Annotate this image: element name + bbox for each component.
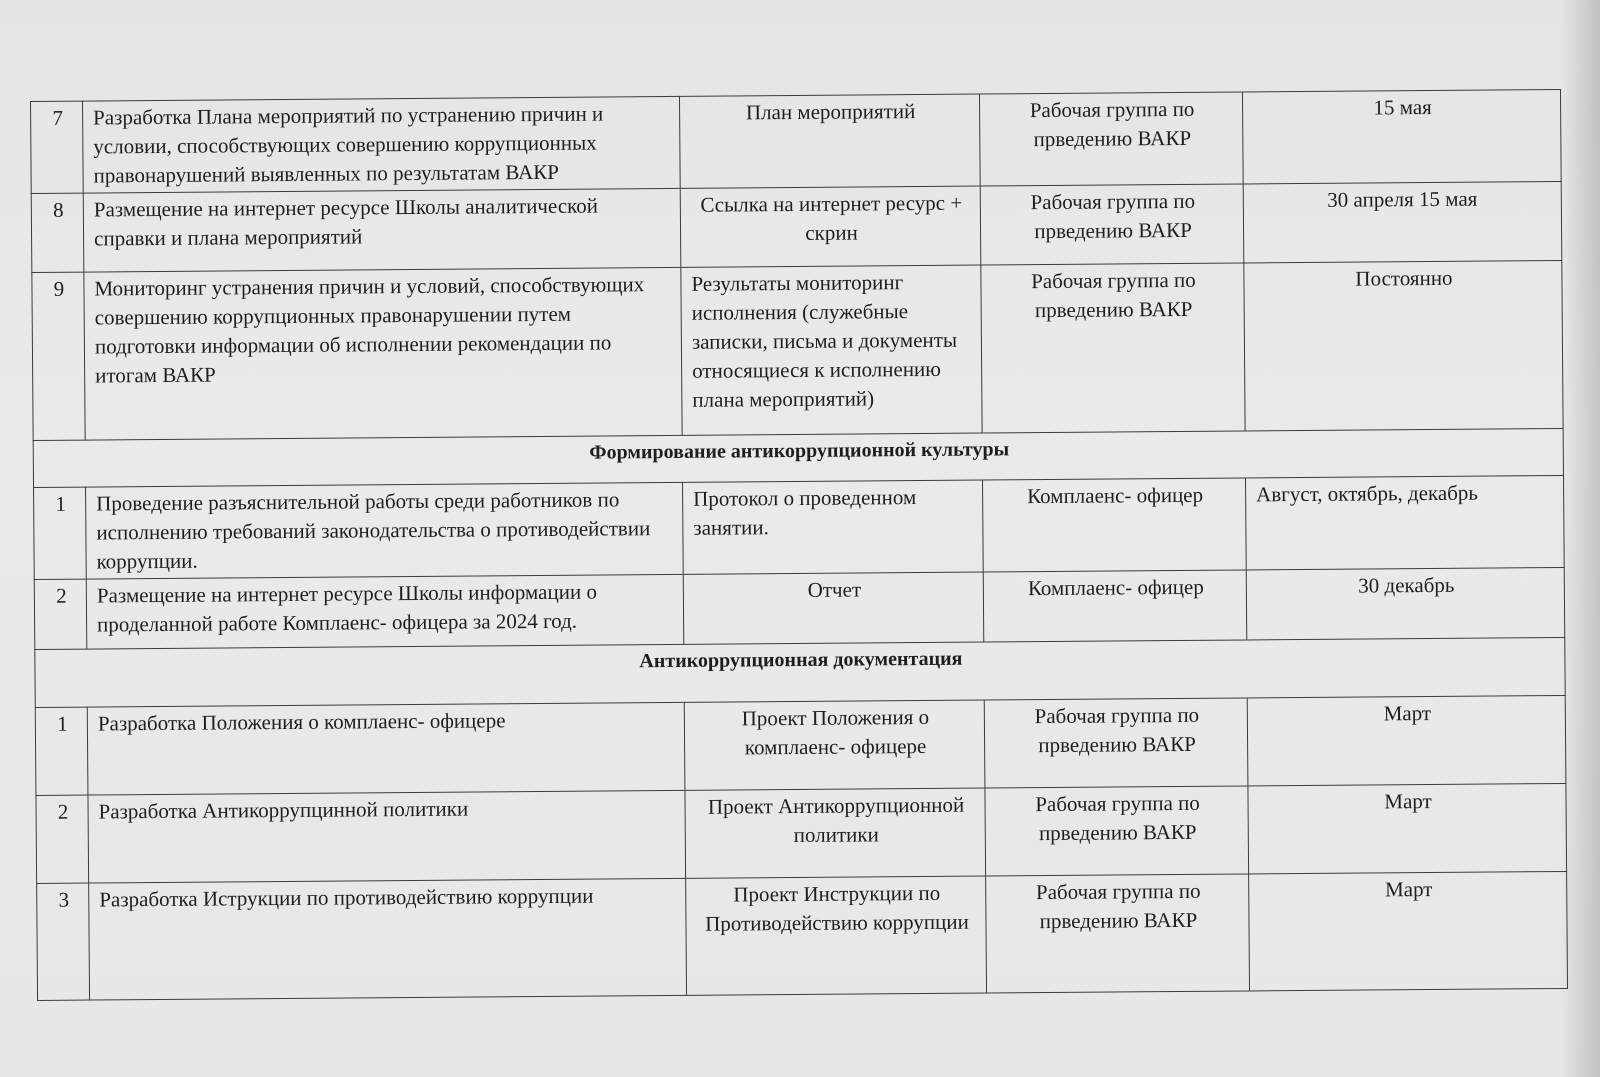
table-row: [36, 783, 1567, 883]
table-row: [34, 567, 1565, 649]
activity-cell: Разработка Положения о комплаенс- офицере: [87, 702, 685, 795]
action-plan-table: [30, 89, 1568, 1001]
result-cell: Проект Положения о комплаенс- офицере: [684, 700, 985, 790]
activity-cell: Проведение разъяснительной работы среди работников по исполнению требований законодательства о противодействии коррупции.: [86, 482, 684, 579]
row-number: 9: [32, 272, 85, 440]
responsible-cell: Комплаенс- офицер: [983, 478, 1247, 572]
activity-cell: Размещение на интернет ресурсе Школы аналитической справки и плана мероприятий: [83, 188, 681, 272]
result-cell: Проект Антикоррупционной политики: [685, 788, 986, 878]
responsible-cell: Рабочая группа по прведению ВАКР: [985, 786, 1249, 876]
deadline-cell: Постоянно: [1244, 260, 1563, 430]
row-number: 2: [36, 795, 89, 883]
section-heading: Формирование антикоррупционной культуры: [33, 428, 1563, 487]
table-row: [35, 695, 1566, 795]
row-number: 7: [31, 101, 84, 193]
activity-cell: Размещение на интернет ресурсе Школы информации о проделанной работе Комплаенс- офицера за 2024 год.: [86, 574, 684, 649]
activity-cell: Разработка Иструкции по противодействию коррупции: [89, 878, 687, 1000]
deadline-cell: Март: [1247, 695, 1566, 785]
row-number: 1: [34, 487, 87, 579]
table-row: [37, 871, 1568, 1000]
activity-cell: Разработка Плана мероприятий по устранению причин и условии, способствующих совершению коррупционных правонарушений выявленных по результатам ВАКР: [83, 96, 681, 193]
responsible-cell: Рабочая группа по прведению ВАКР: [986, 874, 1250, 993]
row-number: 2: [34, 579, 87, 649]
table-row: [34, 475, 1565, 579]
deadline-cell: 30 декабрь: [1246, 567, 1565, 639]
table-row: [31, 181, 1562, 272]
row-number: 8: [31, 193, 84, 272]
deadline-cell: Март: [1249, 871, 1568, 990]
deadline-cell: Март: [1248, 783, 1567, 873]
result-cell: Отчет: [683, 572, 984, 644]
table-row: [31, 89, 1562, 193]
responsible-cell: Комплаенс- офицер: [983, 570, 1247, 642]
responsible-cell: Рабочая группа по прведению ВАКР: [979, 92, 1243, 186]
responsible-cell: Рабочая группа по прведению ВАКР: [984, 698, 1248, 788]
result-cell: Результаты мониторинг исполнения (служебные записки, письма и документы относящиеся к исполнению плана мероприятий): [681, 265, 982, 435]
result-cell: Ссылка на интернет ресурс + скрин: [680, 186, 981, 267]
result-cell: План мероприятий: [679, 94, 980, 188]
responsible-cell: Рабочая группа по прведению ВАКР: [980, 184, 1244, 265]
activity-cell: Мониторинг устранения причин и условий, способствующих совершению коррупционных правонарушении путем подготовки информации об исполнении рекомендации по итогам ВАКР: [84, 267, 682, 440]
deadline-cell: 30 апреля 15 мая: [1243, 181, 1562, 262]
activity-cell: Разработка Антикоррупцинной политики: [88, 790, 686, 883]
deadline-cell: Август, октябрь, декабрь: [1245, 475, 1564, 569]
row-number: 1: [35, 707, 88, 795]
table-row: [32, 260, 1563, 440]
section-heading: Антикоррупционная документация: [35, 637, 1565, 707]
responsible-cell: Рабочая группа по прведению ВАКР: [981, 263, 1245, 433]
deadline-cell: 15 мая: [1242, 89, 1561, 183]
result-cell: Протокол о проведенном занятии.: [683, 480, 984, 574]
row-number: 3: [37, 883, 90, 1000]
result-cell: Проект Инструкции по Противодействию коррупции: [686, 876, 987, 995]
